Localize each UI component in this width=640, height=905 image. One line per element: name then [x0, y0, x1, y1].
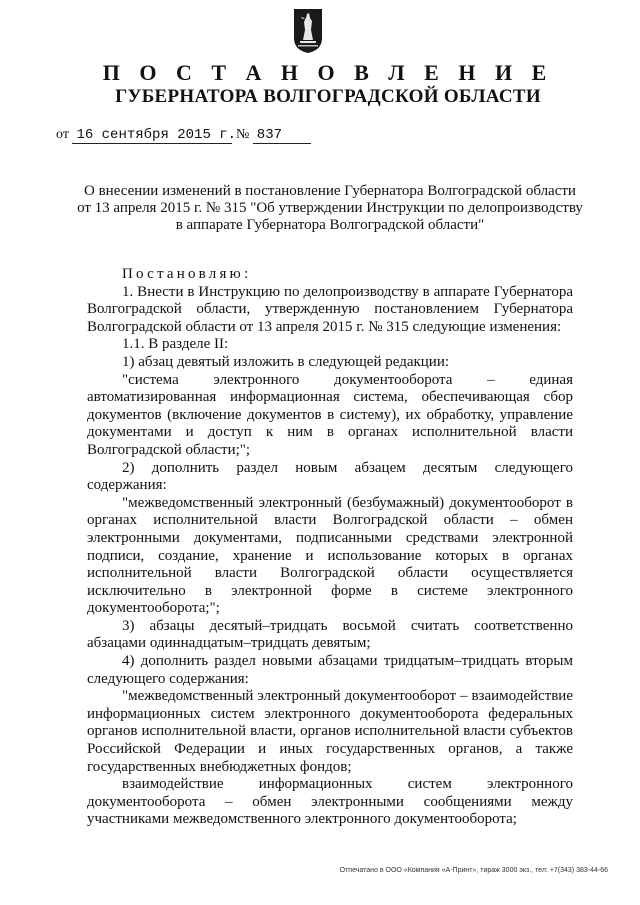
- printer-note: Отпечатано в ООО «Компания «А-Принт», тираж 3000 экз., тел: +7(343) 383-44-66: [339, 867, 608, 874]
- body-paragraph: 1.1. В разделе II:: [122, 336, 229, 353]
- number-field: 837: [253, 128, 311, 144]
- body-paragraph: взаимодействие информационных систем электронного документооборота – обмен электронными сообщениями между участниками межведомственного электронного документооборота;: [87, 776, 573, 828]
- body-paragraph: 2) дополнить раздел новым абзацем десятым следующего содержания:: [87, 459, 573, 494]
- date-field: 16 сентября 2015 г.: [72, 128, 232, 144]
- document-subject: [70, 183, 590, 234]
- body-paragraph: 1. Внести в Инструкцию по делопроизводству в аппарате Губернатора Волгоградской области, утвержденную постановлением Губернатора Волгоградской области от 13 апреля 2015 г. № 315 следующие изменения:: [87, 283, 573, 335]
- body-paragraph: 3) абзацы десятый–тридцать восьмой считать соответственно абзацами одиннадцатым–тридцать девятым;: [87, 617, 573, 652]
- subject-line: О внесении изменений в постановление Губернатора Волгоградской области: [84, 183, 576, 199]
- body-paragraph: "межведомственный электронный (безбумажный) документооборот в органах исполнительной власти Волгоградской области – обмен электронными документами, подписанными средствами электронной подписи, создание, хранение и использование которых в органах исполнительной власти Волгоградской области осуществляется исключительно в электронной форме в системе электронного документооборота;";: [87, 494, 573, 617]
- body-paragraph: 1) абзац девятый изложить в следующей редакции:: [122, 353, 450, 370]
- body-paragraph: "система электронного документооборота – единая автоматизированная информационная система, обеспечивающая сбор документов (включение документов в систему), их обработку, управление документами и доступ к ним в органах исполнительной власти Волгоградской области;";: [87, 371, 573, 458]
- date-number-line: [56, 127, 311, 144]
- body-paragraph: "межведомственный электронный документооборот – взаимодействие информационных систем электронного документооборота федеральных органов исполнительной власти, органов исполнительной власти субъектов Российской Федерации и иных государственных органов, а также государственных внебюджетных фондов;: [87, 688, 573, 775]
- document-title: П О С Т А Н О В Л Е Н И Е: [102, 60, 554, 85]
- coat-of-arms-emblem: [293, 8, 323, 54]
- subject-line: от 13 апреля 2015 г. № 315 "Об утверждении Инструкции по делопроизводству: [77, 200, 583, 216]
- subject-line: в аппарате Губернатора Волгоградской области": [175, 217, 485, 233]
- number-label: №: [235, 127, 250, 142]
- from-label: от: [56, 127, 69, 142]
- resolution-word: Постановляю:: [122, 266, 252, 282]
- document-issuer: ГУБЕРНАТОРА ВОЛГОГРАДСКОЙ ОБЛАСТИ: [115, 86, 541, 107]
- document-body: [87, 266, 573, 829]
- body-paragraph: 4) дополнить раздел новыми абзацами тридцатым–тридцать вторым следующего содержания:: [87, 653, 573, 687]
